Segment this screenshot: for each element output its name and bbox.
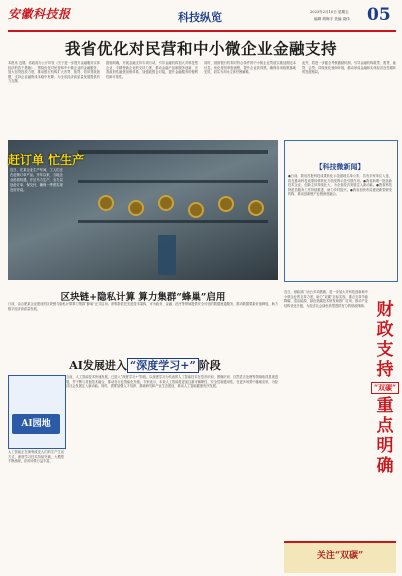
lead-headline: 我省优化对民营和中小微企业金融支持 <box>64 39 337 58</box>
lead-article <box>8 61 396 134</box>
science-news-body: ●日前，我省首批科技成果转化示范基地名单公布，共有多家单位入选，将在推动科技成果转移转化方面发挥示范引领作用。●我省新增一批高新技术企业，创新主体持续壮大，为全省经济发展注入新动能。●我省科技特派员服务工作持续推进，助力乡村振兴。●我省加快布局建设新型研发机构，推动创新链产业链深度融合。 <box>288 174 392 197</box>
ai-article-body: 当前，人工智能技术快速发展，已进入“深度学习+”阶段。以深度学习为代表的人工智能技术在语音识别、图像识别、自然语言处理等领域取得显著进展，并不断与其他技术融合，推动各行业智能化升级。专家表示，未来人工智能将更加注重可解释性、安全性和通用性，在更多场景中落地应用，为经济社会发展注入新动能。同时，需要加强人才培养、基础研究和产业生态建设，推动人工智能健康有序发展。 <box>66 375 278 389</box>
lead-column-1: 本报讯 近期，省政府办公厅印发《关于进一步提升金融服务实体经济的若干措施》，围绕优化对民营和中小微企业的金融服务，加大信贷投放力度，推动银行机构扩大首贷、续贷、信用贷款规模，支持企业融资成本稳中有降，为全省经济高质量发展提供有力支撑。 <box>8 61 100 84</box>
vertical-char: 重 <box>376 396 394 416</box>
vertical-char-boxed: “双碳” <box>371 382 399 394</box>
science-news-title: 【科技微新闻】 <box>315 162 365 171</box>
lead-column-2: 措施明确，开展金融支持专项行动，引导金融机构加大对科技型企业、专精特新企业的支持力度，推动金融产品和服务创新，完善政府性融资担保体系，加强政银企对接，提升金融服务的便利性和可得性。 <box>106 61 198 79</box>
ai-column-logo <box>8 375 66 449</box>
photo-title: 赶订单 忙生产 <box>8 153 85 167</box>
issue-date: 2023年2月10日 星期五 <box>310 10 349 14</box>
ai-article-body-left: 人工智能正在深刻改变人们的生产生活方式，深度学习技术持续突破，大模型不断涌现，应用场景日益丰富。 <box>8 450 64 464</box>
lead-column-3: 同时，鼓励银行机构对符合条件的中小微企业贷款实施延期还本付息，优化授信审批流程，提升企业获得感，确保各项政策落地见效，切实为市场主体纾困解难。 <box>204 61 296 75</box>
vertical-char: 持 <box>376 360 394 380</box>
masthead-divider <box>8 30 396 32</box>
vertical-char: 确 <box>376 456 394 476</box>
vertical-char: 政 <box>376 320 394 340</box>
ai-column-label: AI园地 <box>12 414 60 434</box>
carbon-article-vertical-title <box>371 300 399 540</box>
section-title: 科技纵览 <box>178 11 222 24</box>
blockchain-article-body: 日前，由合肥某企业建设的区块链与隐私计算算力集群“蜂巢”正式启用。该集群依托先进技术架构，可为政务、金融、医疗等领域提供安全可信的数据流通服务，推动数据要素价值释放，助力数字经济高质量发展。 <box>8 302 278 311</box>
ai-headline-prefix: AI发展进入 <box>69 359 127 372</box>
ai-article-headline <box>30 357 260 373</box>
masthead <box>0 0 402 30</box>
vertical-char: 点 <box>376 416 394 436</box>
blockchain-article-headline: 区块链+隐私计算 算力集群“蜂巢”启用 <box>60 292 226 303</box>
vertical-char: 支 <box>376 340 394 360</box>
carbon-article-body: 近日，财政部门出台多项措施，进一步加大对科技创新和中小微企业的支持力度，助力“双碳”目标实现，重点支持节能降碳、清洁能源、绿色低碳技术研发和推广应用，推动产业结构优化升级，为经济社会绿色转型提供有力的财政保障。 <box>284 290 368 308</box>
ai-headline-suffix: 阶段 <box>198 359 221 372</box>
ai-headline-highlight: “深度学习+” <box>127 358 199 373</box>
page-number: 05 <box>367 5 391 25</box>
lead-column-4: 此外，将进一步健全考核激励机制，引导金融机构敢贷、愿贷、能贷、会贷，持续优化营商环境，推动形成金融和实体经济良性循环的发展格局。 <box>302 61 396 75</box>
vertical-char: 明 <box>376 436 394 456</box>
paper-name: 安徽科技报 <box>8 7 71 21</box>
issue-meta: 编辑 胡海宇 美编 周伟 <box>314 17 350 21</box>
photo-caption: 近日，在某企业生产车间，工人们正在赶制订单产品。开年以来，当地企业抢抓机遇，开足马力生产，全力以赴赶订单、保交付，确保一季度实现良好开局。 <box>10 168 63 192</box>
vertical-char: 财 <box>376 300 394 320</box>
footer-label: 关注“双碳” <box>316 551 364 561</box>
